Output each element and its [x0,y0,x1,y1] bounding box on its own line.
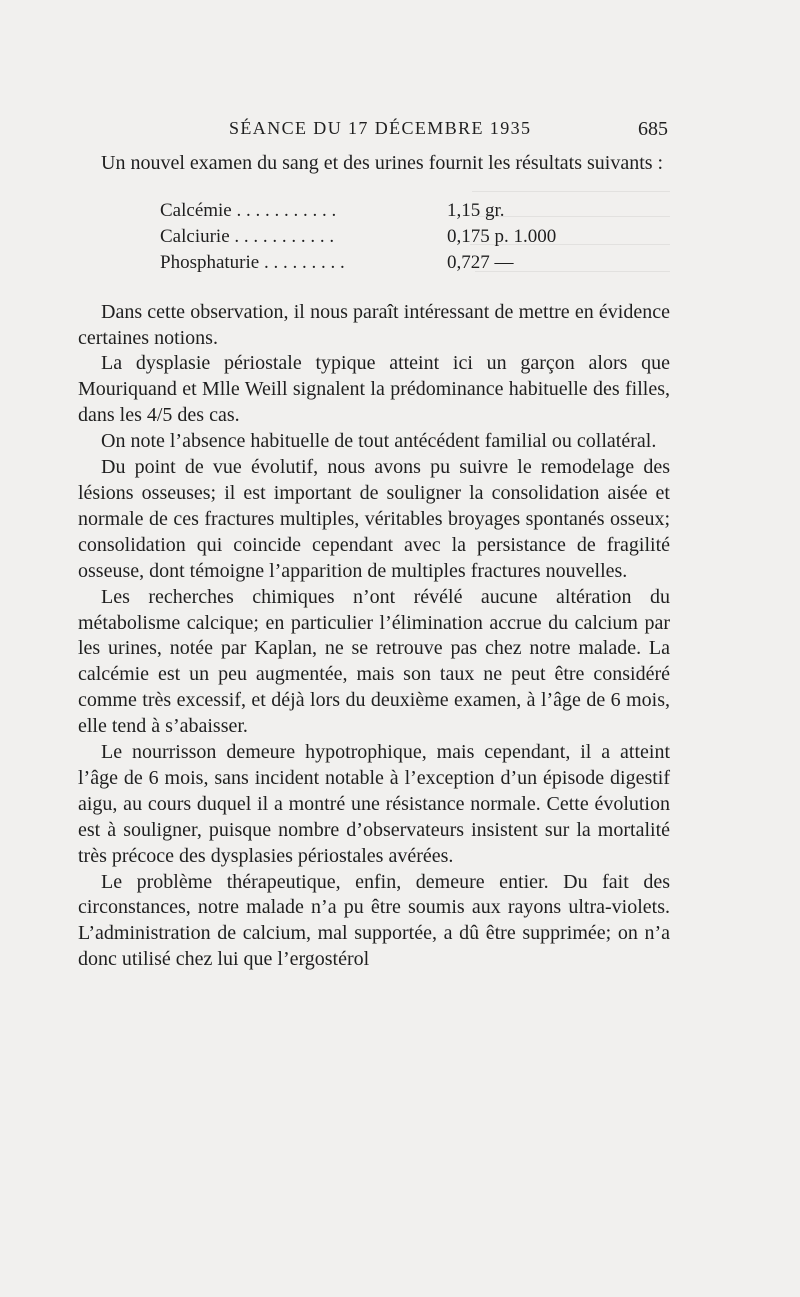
running-title: SÉANCE DU 17 DÉCEMBRE 1935 [229,118,532,138]
lab-result-label: Calciurie . . . . . . . . . . . [160,225,335,247]
article-body [78,151,670,973]
lab-result-value: 0,727 — [447,251,514,273]
body-paragraph: On note l’absence habituelle de tout antécédent familial ou collatéral. [101,430,657,453]
body-paragraph: Le problème thérapeutique, enfin, demeure entier. Du fait des circonstances, notre malade n’a pu être soumis aux rayons ultra-violets. L’administration de calcium, mal supportée, a dû être supprimée; on n’a donc utilisé chez lui que l’ergostérol [78,870,670,971]
body-paragraph: Dans cette observation, il nous paraît intéressant de mettre en évidence certaines notions. [78,300,670,349]
body-paragraph: Les recherches chimiques n’ont révélé aucune altération du métabolisme calcique; en particulier l’élimination accrue du calcium par les urines, notée par Kaplan, ne se retrouve pas chez notre malade. La calcémie est un peu augmentée, mais son taux ne peut être considéré comme très excessif, et déjà lors du deuxième examen, à l’âge de 6 mois, elle tend à s’abaisser. [78,585,670,738]
lab-result-value: 0,175 p. 1.000 [447,225,557,247]
lab-result-value: 1,15 gr. [447,199,505,221]
running-header [78,112,668,146]
body-paragraph: La dysplasie périostale typique atteint ici un garçon alors que Mouriquand et Mlle Weill signalent la prédominance habituelle des filles, dans les 4/5 des cas. [78,352,670,427]
lab-result-label: Calcémie . . . . . . . . . . . [160,199,337,221]
lab-result-label: Phosphaturie . . . . . . . . . [160,251,345,273]
body-paragraph: Du point de vue évolutif, nous avons pu suivre le remodelage des lésions osseuses; il est important de souligner la consolidation aisée et normale de ces fractures multiples, véritables broyages spontanés osseux; consolidation qui coincide cependant avec la persistance de fragilité osseuse, dont témoigne l’apparition de multiples fractures nouvelles. [78,456,670,582]
lab-result-row [160,198,580,224]
page-number: 685 [638,118,668,140]
intro-paragraph: Un nouvel examen du sang et des urines fournit les résultats suivants : [101,152,664,174]
lab-result-row [160,224,580,250]
body-paragraph: Le nourrisson demeure hypotrophique, mais cependant, il a atteint l’âge de 6 mois, sans incident notable à l’exception d’un épisode digestif aigu, au cours duquel il a montré une résistance normale. Cette évolution est à souligner, puisque nombre d’observateurs insistent sur la mortalité très précoce des dysplasies périostales avérées. [78,741,670,867]
lab-results-table [160,198,580,276]
lab-result-row [160,250,580,276]
